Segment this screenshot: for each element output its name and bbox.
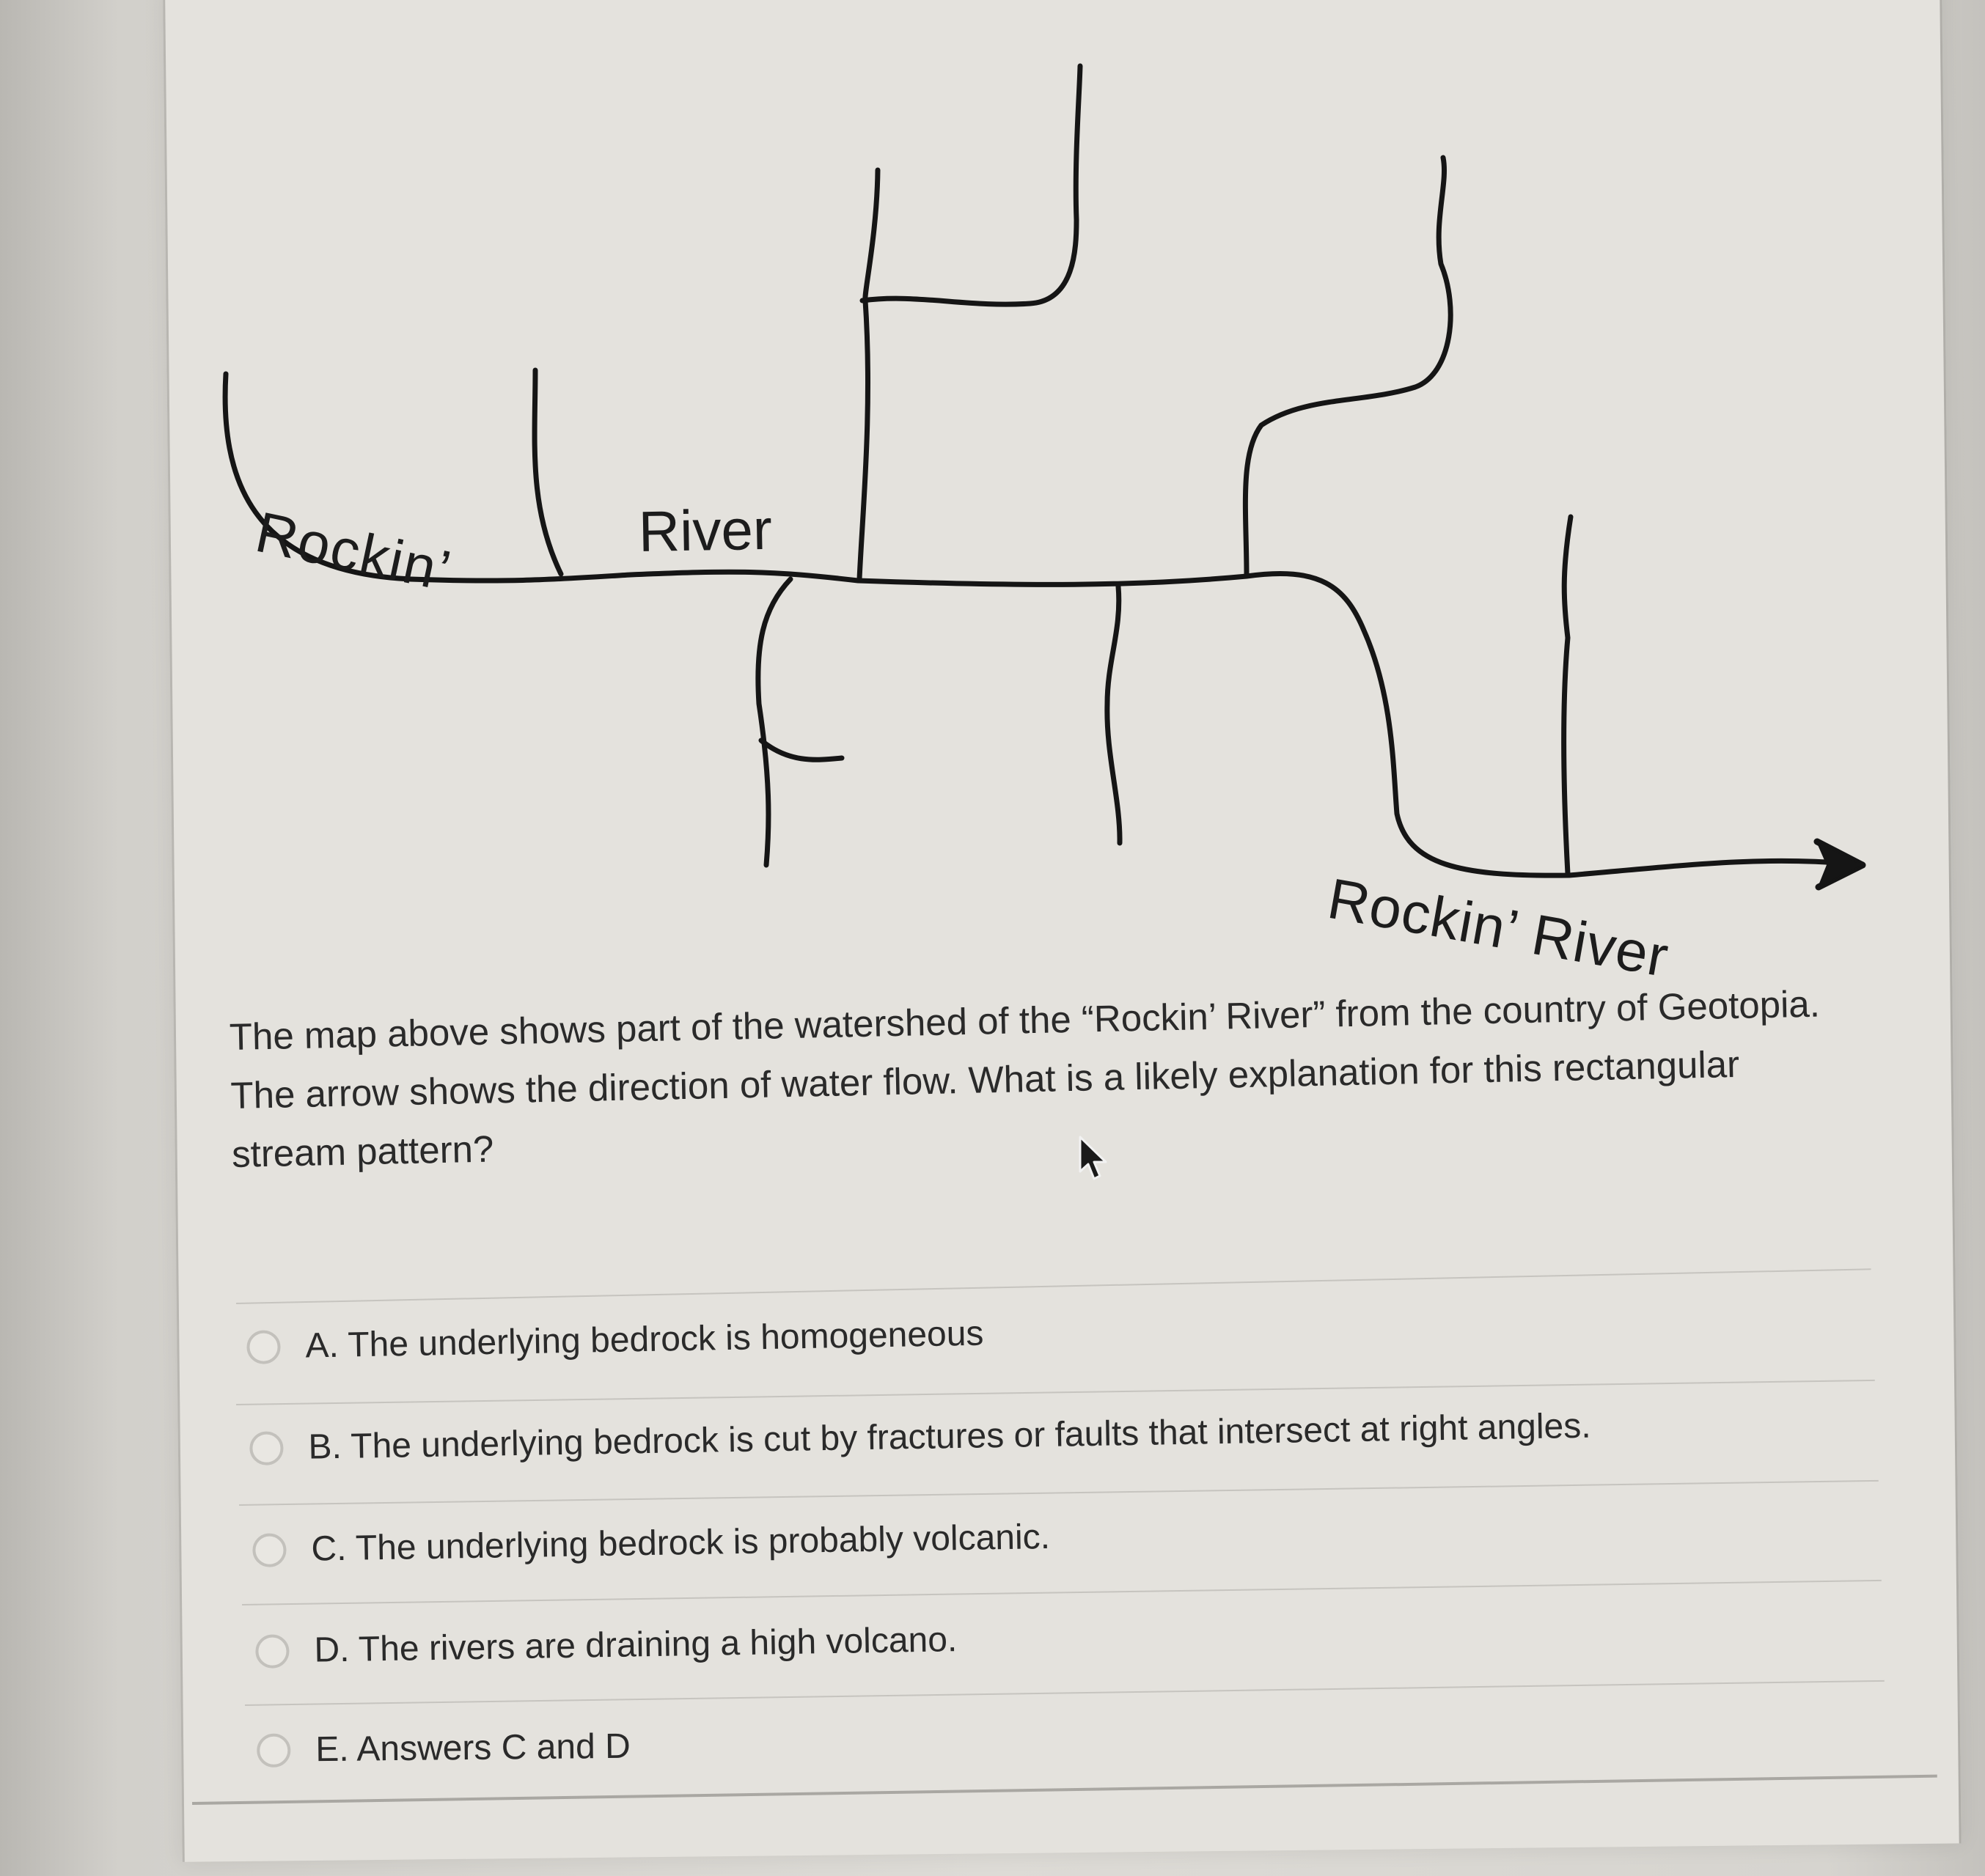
radio-button-icon[interactable] bbox=[257, 1733, 290, 1767]
radio-button-icon[interactable] bbox=[249, 1431, 284, 1465]
tributary-2 bbox=[859, 170, 878, 579]
radio-button-icon[interactable] bbox=[246, 1330, 281, 1364]
radio-button-icon[interactable] bbox=[252, 1533, 287, 1567]
main-river bbox=[225, 374, 1848, 875]
option-c-label: C. The underlying bedrock is probably volcanic. bbox=[311, 1517, 1051, 1569]
tributary-4 bbox=[1107, 586, 1120, 843]
option-b-label: B. The underlying bedrock is cut by fractures or faults that intersect at right angles. bbox=[308, 1406, 1591, 1467]
option-a-label: A. The underlying bedrock is homogeneous bbox=[305, 1314, 984, 1366]
tributary-1 bbox=[535, 370, 561, 574]
tributary-3-branch bbox=[761, 740, 842, 759]
map-label-river: River bbox=[638, 496, 773, 564]
tributary-3 bbox=[758, 579, 790, 865]
tributary-2-branch bbox=[862, 66, 1080, 304]
map-label-rockin: Rockin’ bbox=[250, 499, 458, 604]
tributary-6 bbox=[1564, 517, 1571, 874]
option-e-label: E. Answers C and D bbox=[315, 1726, 631, 1770]
option-e[interactable] bbox=[257, 1726, 631, 1770]
question-text: The map above shows part of the watershed of the “Rockin’ River” from the country of Geotopia. The arrow shows the direction of water flow. What is a likely explanation for this rectangular stream pattern? bbox=[229, 982, 1821, 1175]
option-d-label: D. The rivers are draining a high volcano. bbox=[314, 1620, 958, 1670]
tributary-5 bbox=[1245, 158, 1450, 575]
radio-button-icon[interactable] bbox=[255, 1634, 290, 1669]
mouse-pointer-icon bbox=[1078, 1135, 1112, 1183]
map-label-rockin-river: Rockin’ River bbox=[1323, 865, 1674, 990]
